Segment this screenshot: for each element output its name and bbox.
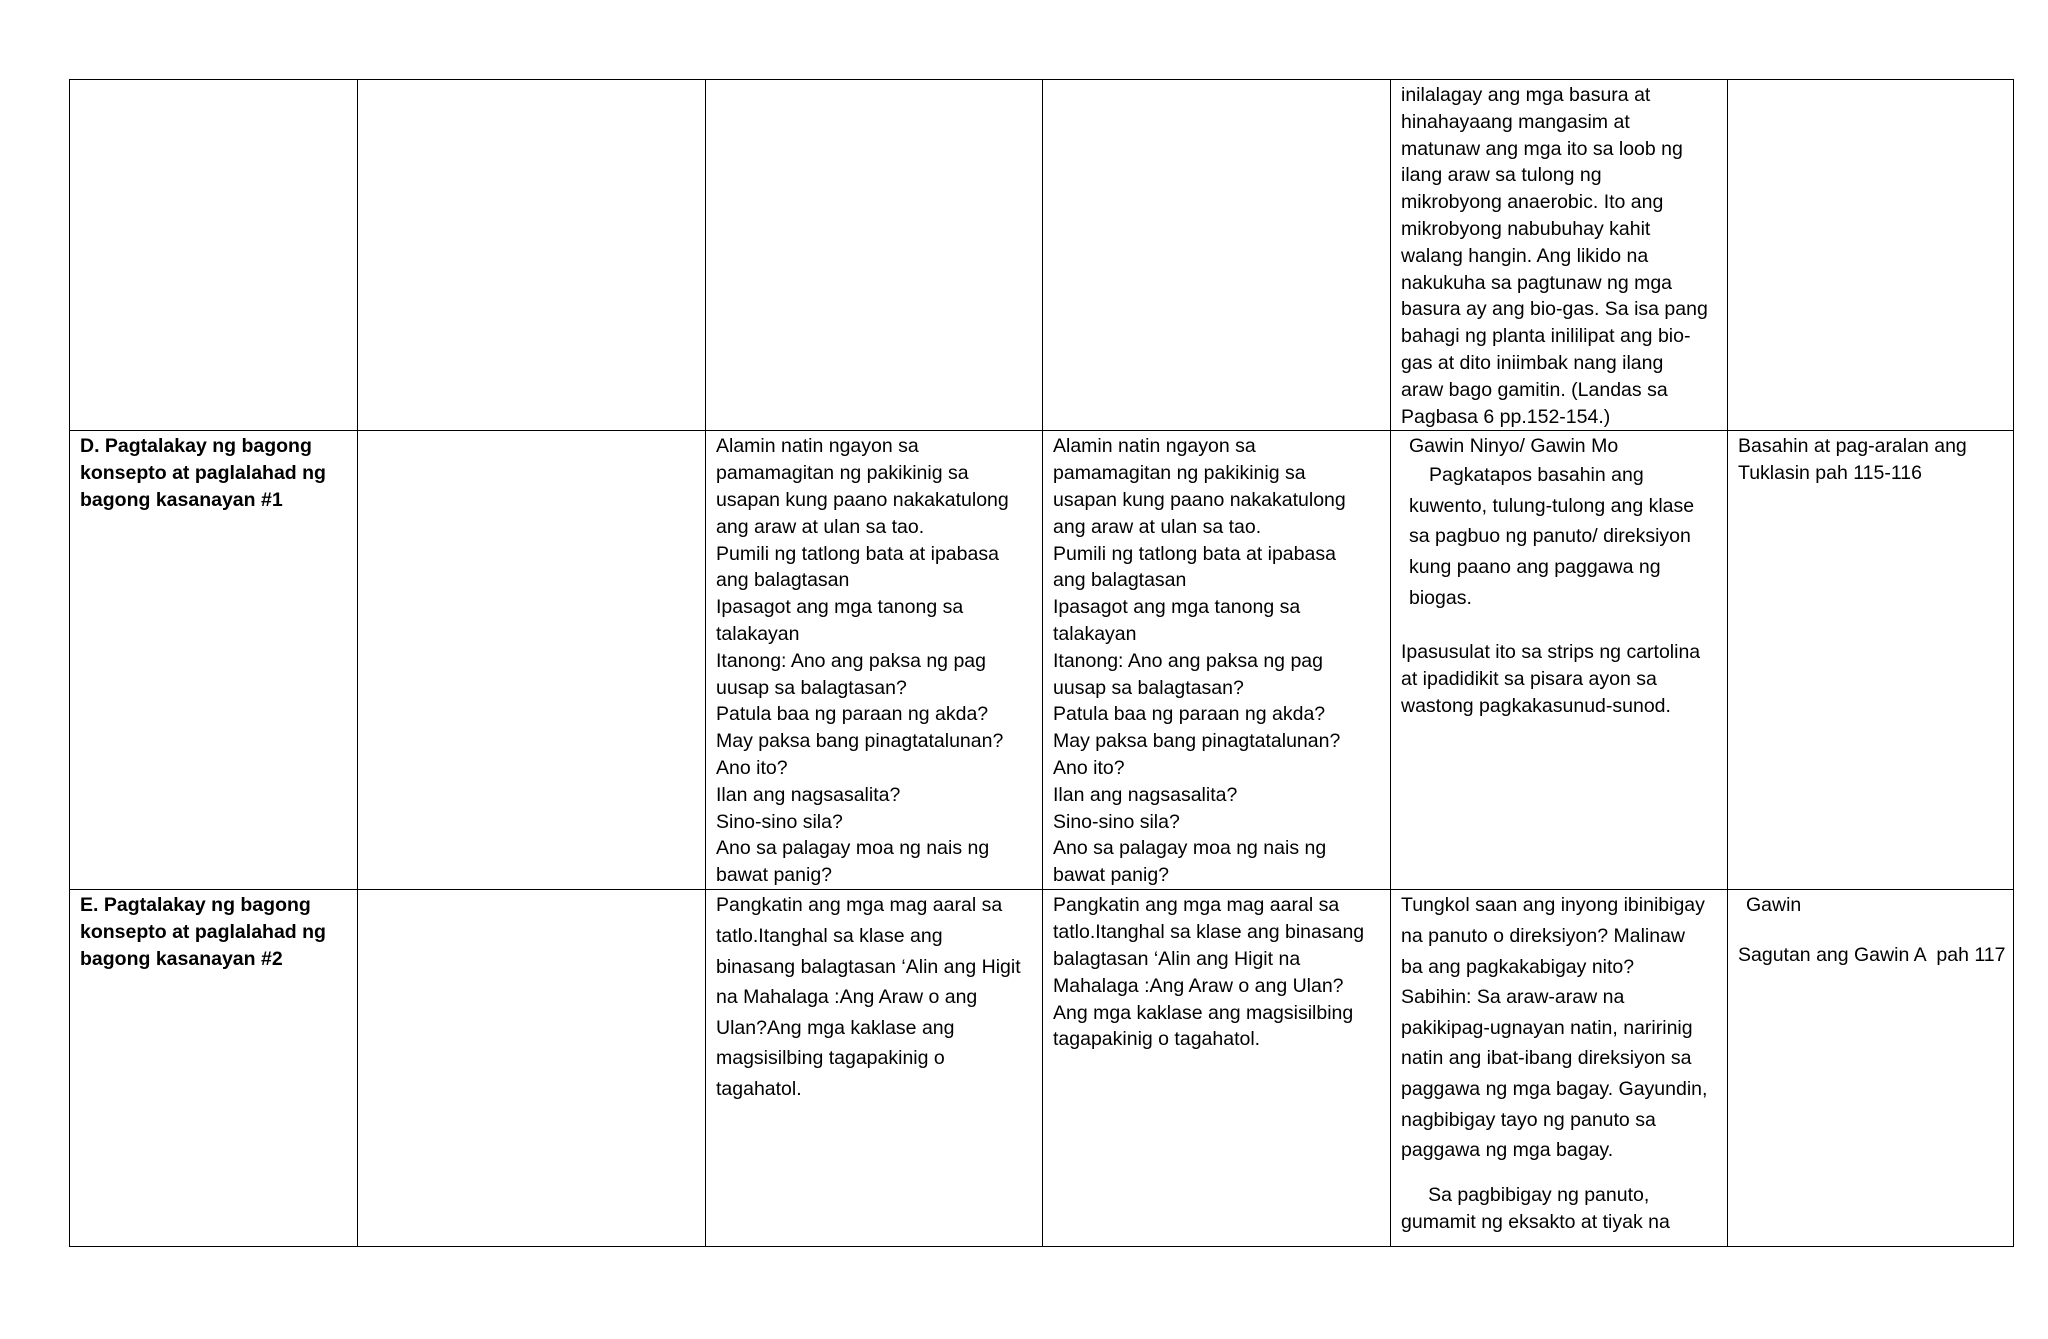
- text-line: Sagutan ang Gawin A pah 117: [1738, 944, 2006, 967]
- text-line: Ano ito?: [1053, 756, 1125, 779]
- text-line: Ipasagot ang mga tanong sa: [716, 596, 964, 619]
- text-line: Pangkatin ang mga mag aaral sa: [716, 894, 1003, 917]
- cell-c-col5: [1391, 80, 1728, 431]
- text-line: Mahalaga :Ang Araw o ang Ulan?: [1053, 974, 1344, 997]
- text-line: Ipasusulat ito sa strips ng cartolina: [1401, 641, 1701, 664]
- text-line: Sa pagbibigay ng panuto,: [1401, 1183, 1650, 1206]
- text-line: inilalagay ang mga basura at: [1401, 84, 1651, 106]
- activity-discussion: [1401, 890, 1717, 1165]
- text-line: May paksa bang pinagtatalunan?: [1053, 730, 1341, 753]
- text-line: ba ang pagkakabigay nito?: [1401, 955, 1635, 978]
- text-line: Ano ito?: [716, 756, 788, 779]
- text-line: na Mahalaga :Ang Araw o ang: [716, 986, 978, 1009]
- activity-instructions: [1401, 460, 1717, 613]
- text-line: pamamagitan ng pakikinig sa: [1053, 462, 1306, 485]
- row-label-line: D. Pagtalakay ng bagong: [80, 435, 312, 458]
- text-line: bawat panig?: [716, 864, 833, 887]
- cell-d-label: [70, 431, 358, 890]
- text-line: Pagbasa 6 pp.152-154.): [1401, 405, 1611, 428]
- row-label-line: bagong kasanayan #2: [80, 947, 283, 970]
- text-line: ang balagtasan: [1053, 569, 1187, 592]
- biogas-description: [1401, 82, 1717, 430]
- text-line: Tungkol saan ang inyong ibinibigay: [1401, 894, 1705, 917]
- text-line: mikrobyong anaerobic. Ito ang: [1401, 191, 1664, 214]
- text-line: tagapakinig o tagahatol.: [1053, 1028, 1261, 1051]
- cell-c-col4: [1043, 80, 1391, 431]
- cell-d-col2: [358, 431, 706, 890]
- text-line: talakayan: [1053, 622, 1137, 645]
- text-line: kung paano ang paggawa ng: [1409, 555, 1661, 578]
- text-line: balagtasan ‘Alin ang Higit na: [1053, 947, 1301, 970]
- text-line: at ipadidikit sa pisara ayon sa: [1401, 667, 1657, 690]
- paragraph-gap: [1401, 1166, 1717, 1182]
- text-line: Patula baa ng paraan ng akda?: [1053, 703, 1326, 726]
- cell-d-col4: [1043, 431, 1391, 890]
- text-line: Ang mga kaklase ang magsisilbing: [1053, 1001, 1354, 1024]
- activity-heading: Gawin: [1746, 894, 1802, 917]
- cell-d-col6: [1728, 431, 2014, 890]
- text-line: ang araw at ulan sa tao.: [716, 515, 925, 538]
- text-line: matunaw ang mga ito sa loob ng: [1401, 137, 1683, 160]
- table-row-c-continuation: [70, 80, 2014, 431]
- text-line: paggawa ng mga bagay. Gayundin,: [1401, 1077, 1708, 1100]
- cell-e-label: [70, 890, 358, 1247]
- text-line: Pumili ng tatlong bata at ipabasa: [1053, 542, 1336, 565]
- text-line: gumamit ng eksakto at tiyak na: [1401, 1210, 1670, 1233]
- text-line: mikrobyong nabubuhay kahit: [1401, 217, 1651, 240]
- cell-e-col5: [1391, 890, 1728, 1247]
- text-line: Pagkatapos basahin ang: [1429, 464, 1644, 487]
- text-line: nakukuha sa pagtunaw ng mga: [1401, 271, 1673, 294]
- text-line: Patula baa ng paraan ng akda?: [716, 703, 989, 726]
- text-line: Sino-sino sila?: [716, 810, 843, 833]
- text-line: nagbibigay tayo ng panuto sa: [1401, 1108, 1656, 1131]
- cell-e-col2: [358, 890, 706, 1247]
- text-line: Sino-sino sila?: [1053, 810, 1180, 833]
- cell-d-col3: [706, 431, 1043, 890]
- text-line: ang araw at ulan sa tao.: [1053, 515, 1262, 538]
- text-line: hinahayaang mangasim at: [1401, 110, 1630, 133]
- text-line: Pangkatin ang mga mag aaral sa: [1053, 894, 1340, 917]
- text-line: bawat panig?: [1053, 864, 1170, 887]
- text-line: binasang balagtasan ‘Alin ang Higit: [716, 955, 1021, 978]
- text-line: Ano sa palagay moa ng nais ng: [716, 837, 990, 860]
- text-line: bahagi ng planta inililipat ang bio-: [1401, 325, 1691, 348]
- text-line: talakayan: [716, 622, 800, 645]
- table-row-d: [70, 431, 2014, 890]
- text-line: biogas.: [1409, 586, 1472, 609]
- row-label-line: konsepto at paglalahad ng: [80, 921, 326, 944]
- lesson-plan-table: [69, 79, 2014, 1247]
- text-line: Ilan ang nagsasalita?: [716, 783, 901, 806]
- text-line: paggawa ng mga bagay.: [1401, 1139, 1614, 1162]
- paragraph-gap: [1738, 920, 2003, 942]
- text-line: tagahatol.: [716, 1077, 802, 1100]
- text-line: na panuto o direksiyon? Malinaw: [1401, 924, 1686, 947]
- text-line: Ulan?Ang mga kaklase ang: [716, 1016, 955, 1039]
- text-line: pamamagitan ng pakikinig sa: [716, 462, 969, 485]
- text-line: tatlo.Itanghal sa klase ang binasang: [1053, 921, 1365, 944]
- cell-c-col2: [358, 80, 706, 431]
- text-line: Sabihin: Sa araw-araw na: [1401, 986, 1625, 1009]
- text-line: uusap sa balagtasan?: [716, 676, 907, 699]
- row-label-line: konsepto at paglalahad ng: [80, 462, 326, 485]
- text-line: Ano sa palagay moa ng nais ng: [1053, 837, 1327, 860]
- text-line: Tuklasin pah 115-116: [1738, 462, 1922, 485]
- paragraph-gap: [1401, 613, 1717, 639]
- text-line: usapan kung paano nakakatulong: [716, 488, 1009, 511]
- text-line: May paksa bang pinagtatalunan?: [716, 730, 1004, 753]
- text-line: natin ang ibat-ibang direksiyon sa: [1401, 1047, 1692, 1070]
- text-line: tatlo.Itanghal sa klase ang: [716, 924, 943, 947]
- row-label-line: bagong kasanayan #1: [80, 488, 283, 511]
- text-line: Alamin natin ngayon sa: [716, 435, 919, 458]
- text-line: sa pagbuo ng panuto/ direksiyon: [1409, 525, 1691, 548]
- cell-c-col6: [1728, 80, 2014, 431]
- text-line: Ipasagot ang mga tanong sa: [1053, 596, 1301, 619]
- text-line: Pumili ng tatlong bata at ipabasa: [716, 542, 999, 565]
- text-line: walang hangin. Ang likido na: [1401, 244, 1649, 267]
- cell-e-col4: [1043, 890, 1391, 1247]
- table-row-e: [70, 890, 2014, 1247]
- text-line: gas at dito iniimbak nang ilang: [1401, 351, 1664, 374]
- cell-c-label: [70, 80, 358, 431]
- text-line: ang balagtasan: [716, 569, 850, 592]
- text-line: ilang araw sa tulong ng: [1401, 164, 1602, 187]
- text-line: Alamin natin ngayon sa: [1053, 435, 1256, 458]
- text-line: Itanong: Ano ang paksa ng pag: [1053, 649, 1323, 672]
- text-line: basura ay ang bio-gas. Sa isa pang: [1401, 298, 1708, 321]
- text-line: usapan kung paano nakakatulong: [1053, 488, 1346, 511]
- cell-c-col3: [706, 80, 1043, 431]
- row-label-line: E. Pagtalakay ng bagong: [80, 894, 311, 917]
- activity-heading: Gawin Ninyo/ Gawin Mo: [1409, 435, 1619, 458]
- cell-e-col6: [1728, 890, 2014, 1247]
- text-line: kuwento, tulung-tulong ang klase: [1409, 494, 1695, 517]
- text-line: uusap sa balagtasan?: [1053, 676, 1244, 699]
- text-line: wastong pagkakasunud-sunod.: [1401, 694, 1671, 717]
- text-line: magsisilbing tagapakinig o: [716, 1047, 945, 1070]
- text-line: pakikipag-ugnayan natin, naririnig: [1401, 1016, 1693, 1039]
- text-line: araw bago gamitin. (Landas sa: [1401, 378, 1668, 401]
- cell-d-col5: [1391, 431, 1728, 890]
- text-line: Basahin at pag-aralan ang: [1738, 435, 1967, 458]
- text-line: Itanong: Ano ang paksa ng pag: [716, 649, 986, 672]
- cell-e-col3: [706, 890, 1043, 1247]
- text-line: Ilan ang nagsasalita?: [1053, 783, 1238, 806]
